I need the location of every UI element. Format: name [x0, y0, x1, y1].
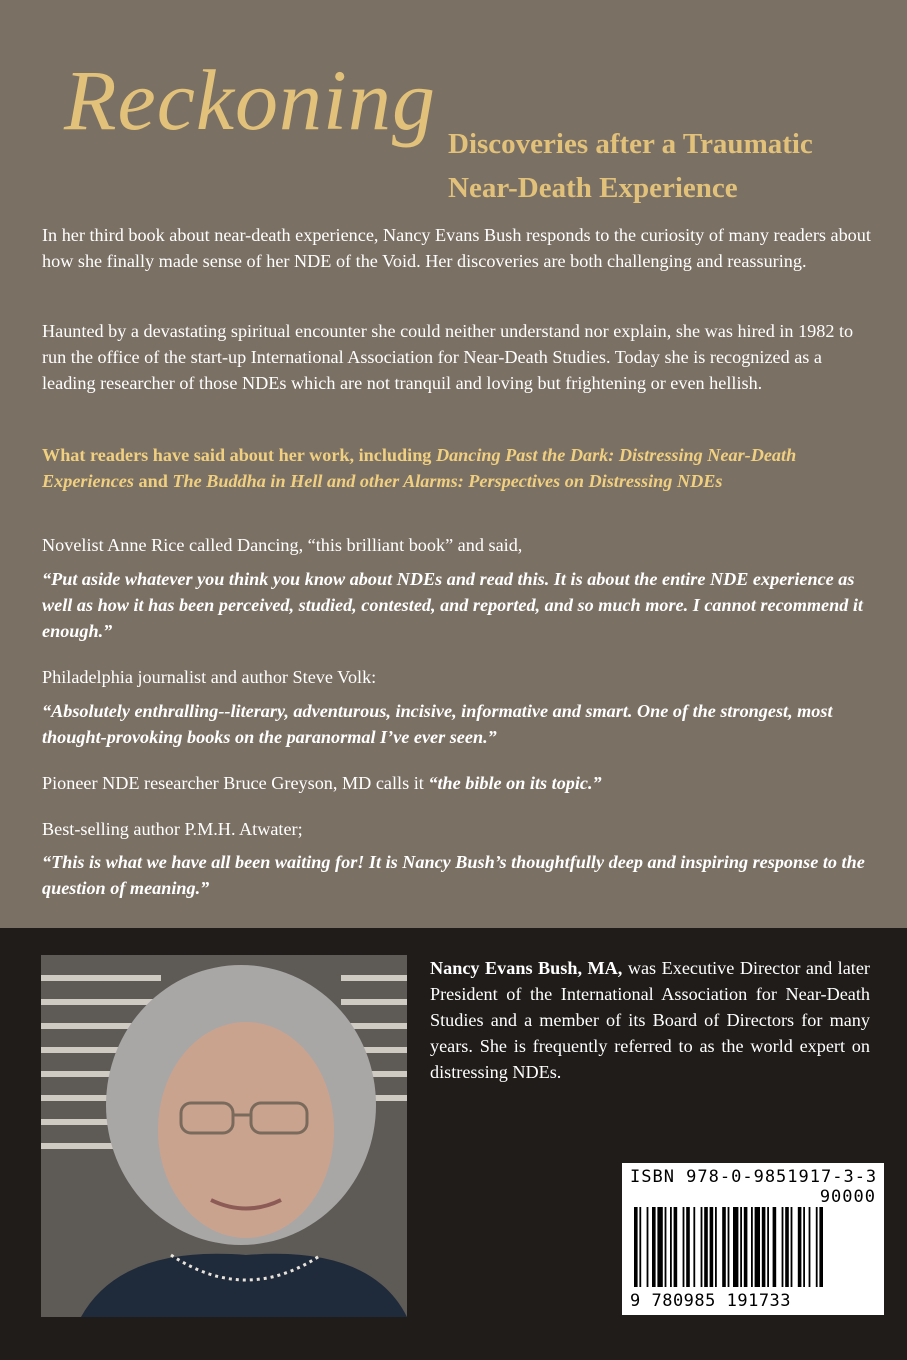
- readers-heading-and: and: [133, 471, 173, 491]
- book-subtitle: [448, 122, 813, 210]
- barcode-bar: [701, 1207, 703, 1287]
- barcode-bar: [693, 1207, 695, 1287]
- barcode-bar: [785, 1207, 789, 1287]
- barcode-bar: [657, 1207, 662, 1287]
- greyson-intro: Pioneer NDE researcher Bruce Greyson, MD calls it: [42, 773, 429, 793]
- barcode-bar: [652, 1207, 656, 1287]
- readers-heading-lead: What readers have said about her work, including: [42, 445, 436, 465]
- isbn-label: ISBN 978-0-9851917-3-3: [630, 1167, 878, 1187]
- rice-quote: “Put aside whatever you think you know about NDEs and read this. It is about the entire NDE experience as well as how it has been perceived, studied, contested, and reported, and so much more. I cannot recommend it enough.”: [42, 569, 863, 641]
- book-title: Reckoning: [64, 52, 436, 148]
- barcode-bar: [773, 1207, 777, 1287]
- greyson-quote: “the bible on its topic.”: [428, 773, 602, 793]
- barcode-bar: [782, 1207, 784, 1287]
- barcode-bar: [715, 1207, 717, 1287]
- barcode-bar: [639, 1207, 641, 1287]
- readers-heading: [42, 442, 872, 494]
- rice-intro: Novelist Anne Rice called Dancing, “this brilliant book” and said,: [42, 535, 523, 555]
- atwater-quote: “This is what we have all been waiting for! It is Nancy Bush’s thoughtfully deep and inspiring response to the question of meaning.”: [42, 852, 865, 898]
- barcode-bar: [683, 1207, 685, 1287]
- barcode-bars: [634, 1207, 874, 1289]
- barcode-bar: [819, 1207, 823, 1287]
- barcode-bar: [674, 1207, 678, 1287]
- barcode-bar: [670, 1207, 672, 1287]
- isbn-barcode: [622, 1163, 884, 1315]
- subtitle-line-1: Discoveries after a Traumatic: [448, 128, 813, 160]
- barcode-bar: [755, 1207, 760, 1287]
- barcode-bar: [634, 1207, 638, 1287]
- barcode-bar: [767, 1207, 769, 1287]
- background-paragraph: Haunted by a devastating spiritual encounter she could neither understand nor explain, she was hired in 1982 to run the office of the start-up International Association for Near-Death Studies. Today she is recognized as a leading researcher of those NDEs which are not tranquil and loving but frightening or even hellish.: [42, 321, 854, 393]
- barcode-bar: [744, 1207, 748, 1287]
- barcode-bar: [733, 1207, 738, 1287]
- book-title-dancing: Dancing Past the Dark: Distressing Near-Death Experiences: [42, 445, 797, 491]
- barcode-bar: [803, 1207, 805, 1287]
- author-bio: [430, 955, 870, 1085]
- barcode-bar: [809, 1207, 811, 1287]
- author-portrait-illustration: [41, 955, 407, 1317]
- barcode-bar: [710, 1207, 714, 1287]
- subtitle-line-2: Near-Death Experience: [448, 172, 738, 204]
- barcode-bar: [686, 1207, 690, 1287]
- barcode-bar: [722, 1207, 726, 1287]
- author-name: Nancy Evans Bush, MA,: [430, 958, 623, 978]
- barcode-bar: [791, 1207, 793, 1287]
- price-addon: 90000: [819, 1187, 876, 1207]
- barcode-bar: [740, 1207, 742, 1287]
- barcode-bar: [762, 1207, 766, 1287]
- author-bio-text: was Executive Director and later President of the International Association for Near-Death Studies and a member of its Board of Directors for many years. She is frequently referred to as the world expert on distressing NDEs.: [430, 958, 870, 1082]
- barcode-bar: [665, 1207, 667, 1287]
- volk-intro: Philadelphia journalist and author Steve Volk:: [42, 667, 377, 687]
- barcode-bar: [728, 1207, 730, 1287]
- book-title-buddha: The Buddha in Hell and other Alarms: Perspectives on Distressing NDEs: [172, 471, 723, 491]
- author-photo: [41, 955, 407, 1317]
- barcode-digits: 9 780985 191733: [630, 1291, 792, 1311]
- barcode-bar: [816, 1207, 818, 1287]
- barcode-bar: [751, 1207, 753, 1287]
- volk-quote: “Absolutely enthralling--literary, adventurous, incisive, informative and smart. One of the strongest, most thought-provoking books on the paranormal I’ve ever seen.”: [42, 701, 833, 747]
- barcode-bar: [647, 1207, 649, 1287]
- barcode-bar: [798, 1207, 802, 1287]
- greyson-line: [42, 770, 872, 796]
- intro-paragraph: In her third book about near-death experience, Nancy Evans Bush responds to the curiosity of many readers about how she finally made sense of her NDE of the Void. Her discoveries are both challenging and reassuring.: [42, 225, 871, 271]
- barcode-bar: [704, 1207, 708, 1287]
- atwater-intro: Best-selling author P.M.H. Atwater;: [42, 819, 303, 839]
